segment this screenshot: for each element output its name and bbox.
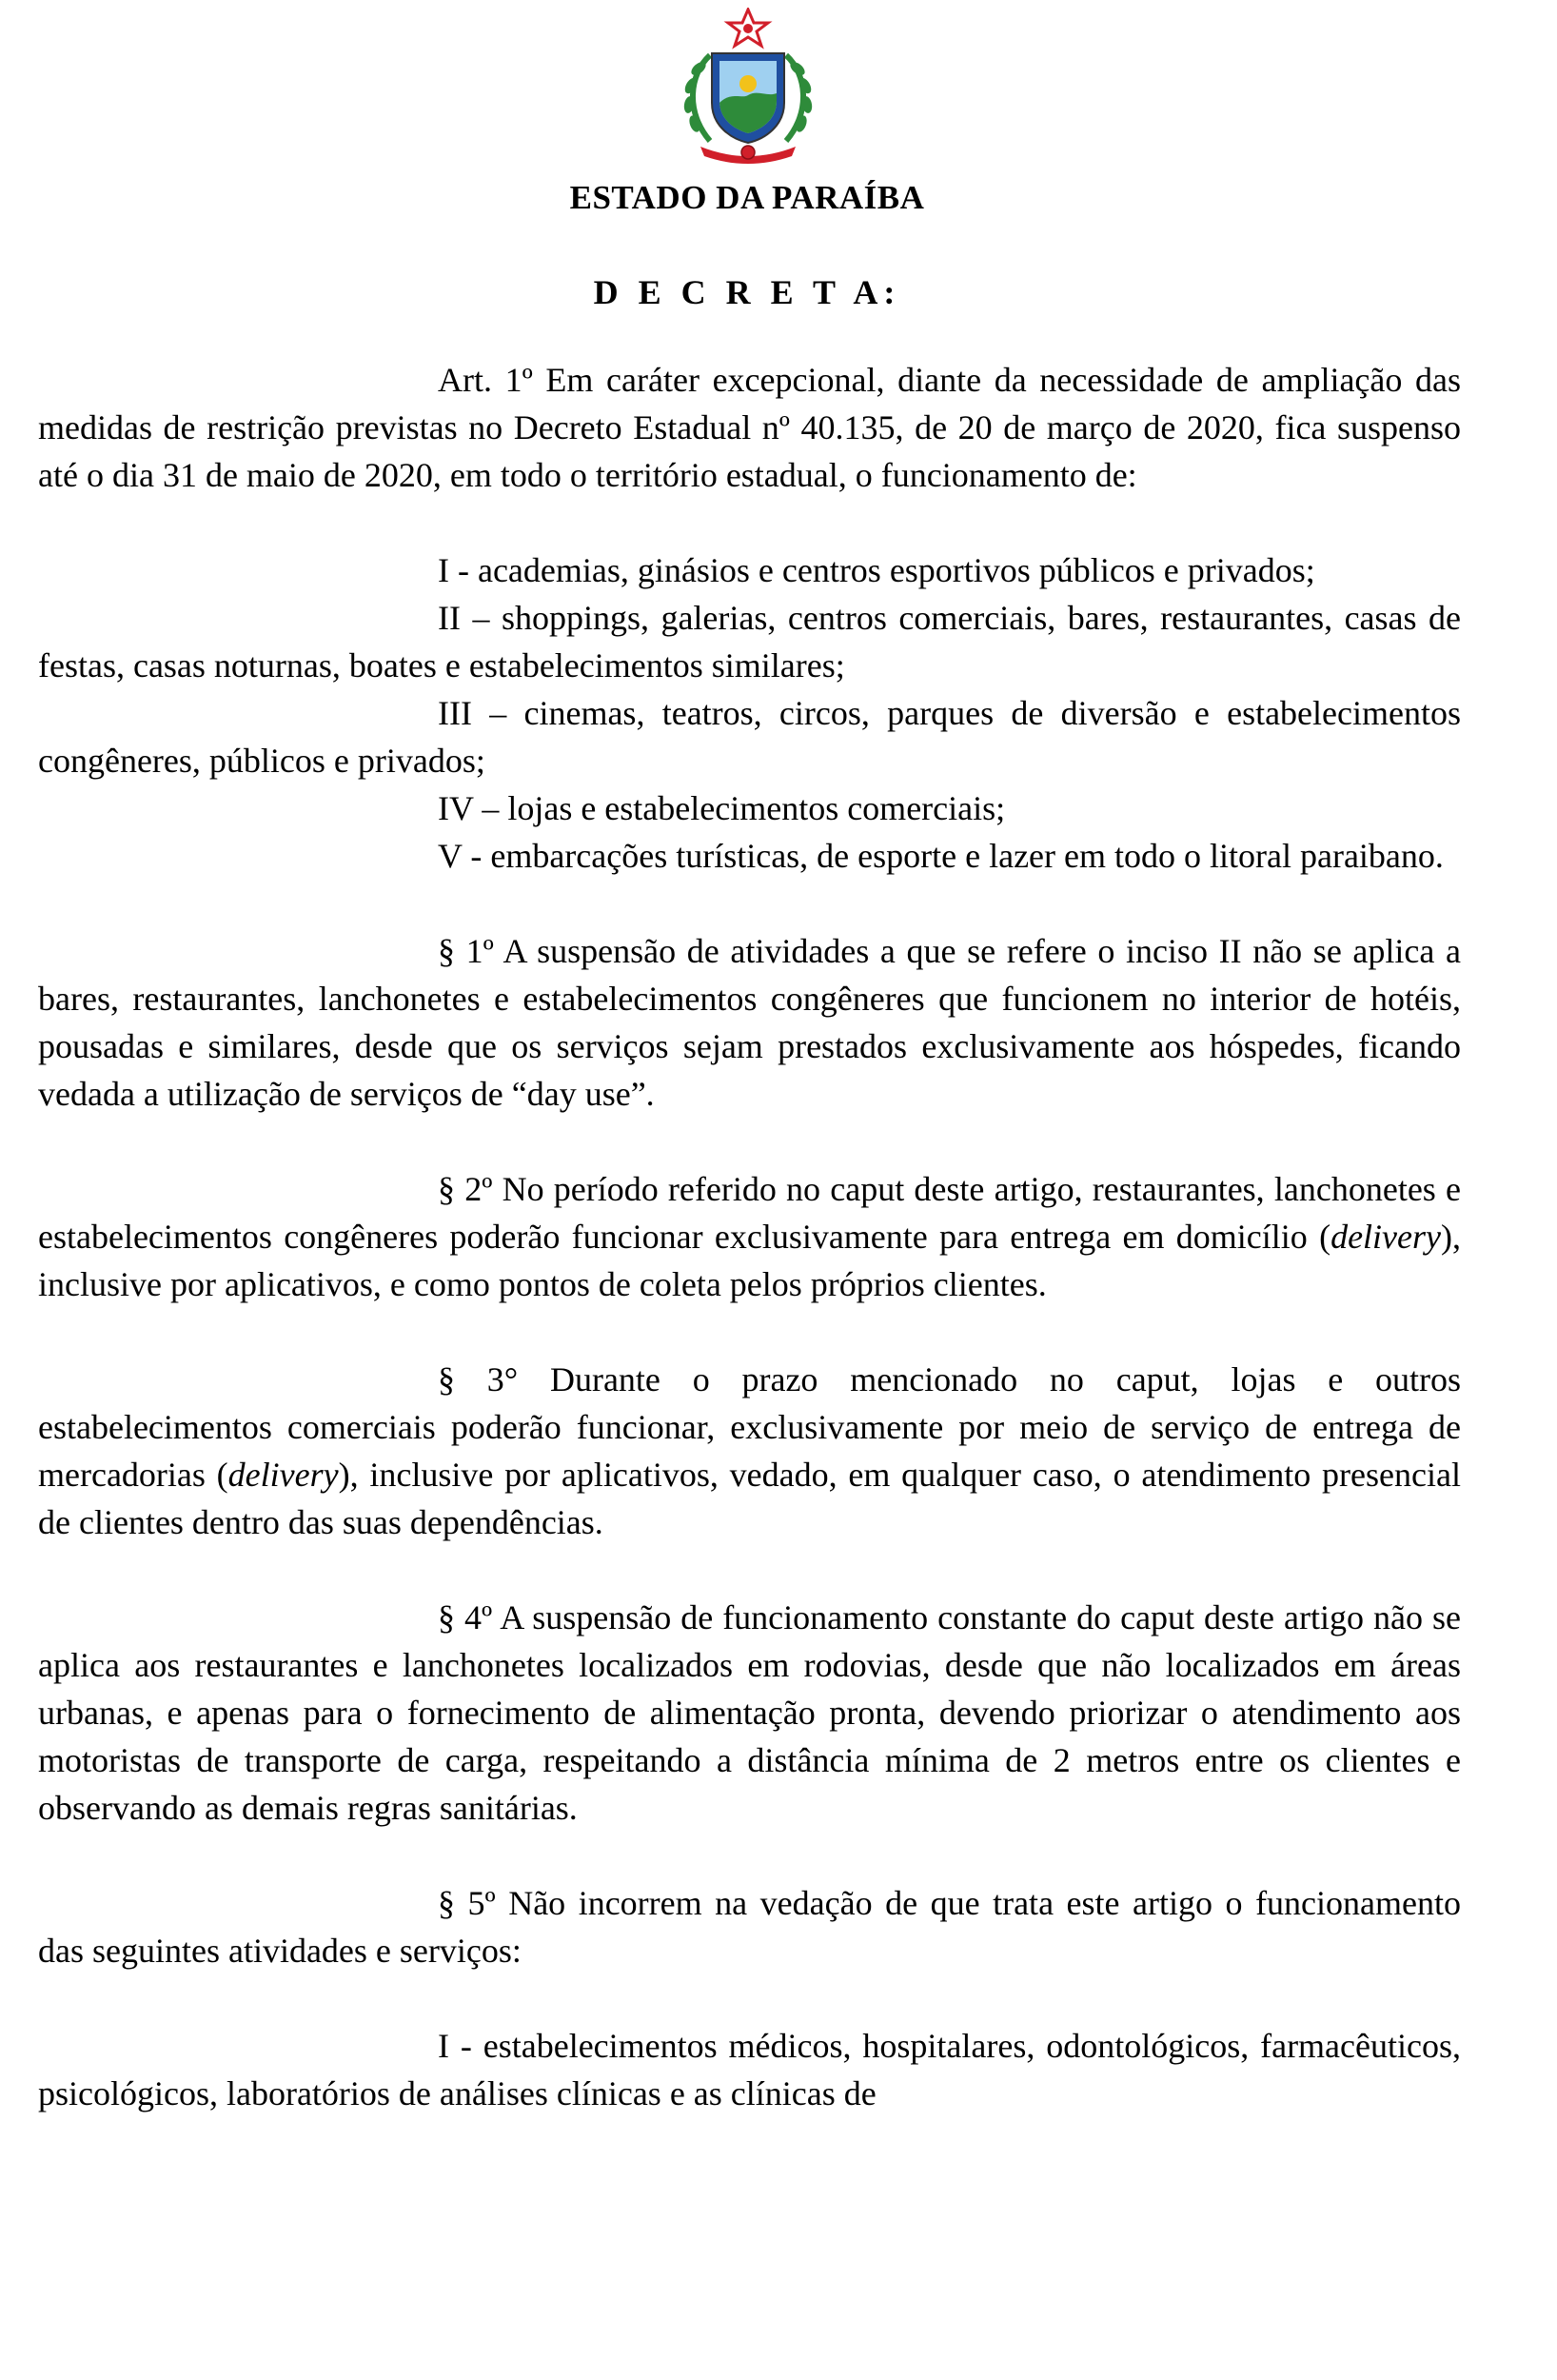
paragraph-2-text-a: § 2º No período referido no caput deste artigo, restaurantes, lanchonetes e estabelecimentos congêneres poderão funcionar exclusivamente para entrega em domicílio (: [38, 1170, 1461, 1256]
paragraph-4: § 4º A suspensão de funcionamento constante do caput deste artigo não se aplica aos restaurantes e lanchonetes localizados em rodovias, desde que não localizados em áreas urbanas, e apenas para o fornecimento de alimentação pronta, devendo priorizar o atendimento aos motoristas de transporte de carga, respeitando a distância mínima de 2 metros entre os clientes e observando as demais regras sanitárias.: [38, 1598, 1461, 1827]
paragraph-3: [38, 1356, 1461, 1546]
list-item: V - embarcações turísticas, de esporte e lazer em todo o litoral paraibano.: [438, 837, 1444, 875]
list-item: I - estabelecimentos médicos, hospitalares, odontológicos, farmacêuticos, psicológicos, laboratórios de análises clínicas e as clínicas de: [38, 2027, 1461, 2112]
state-coat-of-arms-icon: [672, 8, 824, 168]
paragraph-3-text-b: ), inclusive por aplicativos, vedado, em qualquer caso, o atendimento presencial de clientes dentro das suas dependências.: [38, 1456, 1461, 1541]
paragraph-2-italic: delivery: [1330, 1218, 1441, 1256]
list-item: IV – lojas e estabelecimentos comerciais;: [438, 789, 1006, 827]
list-item: II – shoppings, galerias, centros comerciais, bares, restaurantes, casas de festas, casas noturnas, boates e estabelecimentos similares;: [38, 599, 1461, 684]
paragraph-3-italic: delivery: [227, 1456, 339, 1494]
decree-body: [38, 356, 1461, 2117]
list-item: III – cinemas, teatros, circos, parques de diversão e estabelecimentos congêneres, públicos e privados;: [38, 694, 1461, 780]
decree-heading: D E C R E T A:: [593, 273, 901, 311]
paragraph-2: [38, 1165, 1461, 1308]
paragraph-3-text-a: § 3° Durante o prazo mencionado no caput, lojas e outros estabelecimentos comerciais poderão funcionar, exclusivamente por meio de serviço de entrega de mercadorias (: [38, 1360, 1461, 1494]
paragraph-1: § 1º A suspensão de atividades a que se refere o inciso II não se aplica a bares, restaurantes, lanchonetes e estabelecimentos congêneres que funcionem no interior de hotéis, pousadas e similares, desde que os serviços sejam prestados exclusivamente aos hóspedes, ficando vedada a utilização de serviços de “day use”.: [38, 932, 1461, 1113]
paragraph-5: § 5º Não incorrem na vedação de que trata este artigo o funcionamento das seguintes atividades e serviços:: [38, 1884, 1461, 1970]
article-1-intro: Art. 1º Em caráter excepcional, diante da necessidade de ampliação das medidas de restrição previstas no Decreto Estadual nº 40.135, de 20 de março de 2020, fica suspenso até o dia 31 de maio de 2020, em todo o território estadual, o funcionamento de:: [38, 361, 1461, 494]
paragraph-2-text-b: ), inclusive por aplicativos, e como pontos de coleta pelos próprios clientes.: [38, 1218, 1461, 1303]
list-item: I - academias, ginásios e centros esportivos públicos e privados;: [438, 551, 1315, 589]
state-title: ESTADO DA PARAÍBA: [569, 179, 925, 216]
